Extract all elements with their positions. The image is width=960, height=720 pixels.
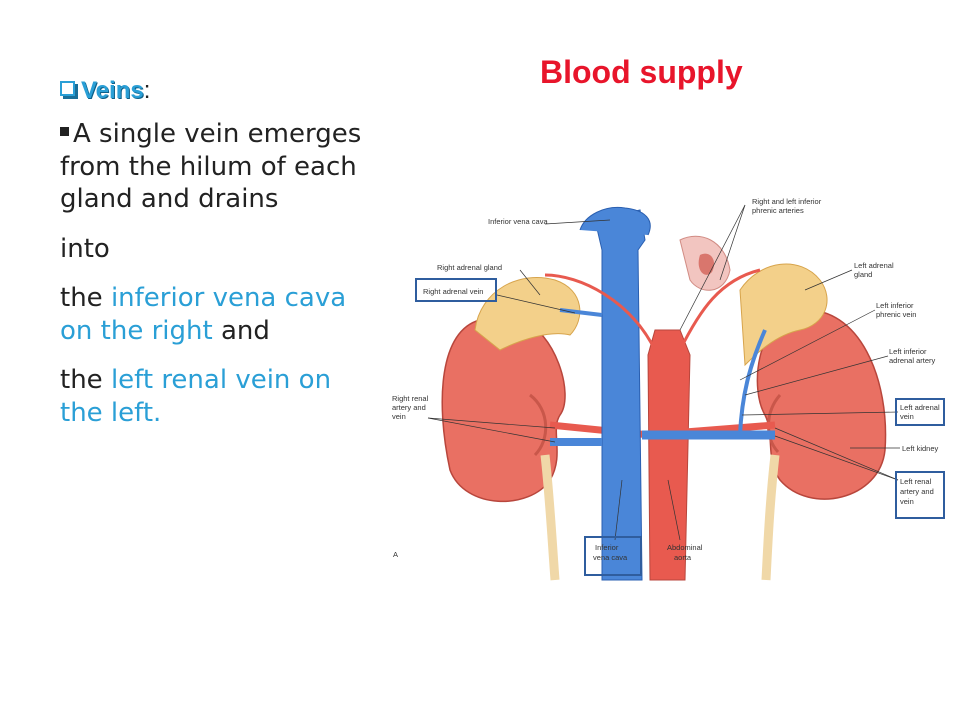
label-left-kidney: Left kidney — [902, 444, 939, 453]
label-left-adrenal-artery-2: adrenal artery — [889, 356, 936, 365]
paragraph-3-highlight: inferior vena cava on the right — [60, 283, 347, 346]
paragraph-4-start: the — [60, 365, 111, 395]
square-bullet-icon — [60, 127, 69, 136]
label-left-renal-2: artery and — [900, 487, 934, 496]
label-panel-letter: A — [393, 550, 399, 559]
adrenal-blood-supply-figure — [380, 180, 960, 600]
paragraph-4-highlight: left renal vein on the left. — [60, 365, 332, 428]
label-phrenic-arteries-2: phrenic arteries — [752, 206, 804, 215]
label-left-adrenal-gland-2: gland — [854, 270, 873, 279]
label-left-phrenic-vein-1: Left inferior — [876, 301, 914, 310]
label-right-adrenal-vein: Right adrenal vein — [423, 287, 484, 296]
label-left-adrenal-gland-1: Left adrenal — [854, 261, 894, 270]
paragraph-1-text: A single vein emerges from the hilum of each gland and drains — [60, 119, 362, 214]
label-left-renal-1: Left renal — [900, 477, 932, 486]
label-right-renal-3: vein — [392, 412, 406, 421]
label-left-adrenal-artery-1: Left inferior — [889, 347, 927, 356]
paragraph-1 — [60, 118, 370, 216]
paragraph-3-start: the — [60, 283, 111, 313]
inferior-vena-cava — [595, 210, 645, 580]
label-phrenic-arteries-1: Right and left inferior — [752, 197, 822, 206]
right-adrenal-gland — [475, 277, 580, 350]
left-ureter — [766, 455, 775, 580]
label-right-renal-2: artery and — [392, 403, 426, 412]
label-ivc-top: Inferior vena cava — [488, 217, 548, 226]
label-ivc-bottom-1: Inferior — [595, 543, 619, 552]
label-ivc-bottom-2: vena cava — [593, 553, 628, 562]
slide-title: Blood supply — [540, 54, 743, 90]
paragraph-3-end: and — [212, 315, 270, 346]
checkbox-bullet-icon — [60, 81, 75, 96]
heading-word: Veins — [81, 77, 144, 104]
text-column — [60, 74, 370, 446]
paragraph-3 — [60, 282, 370, 347]
label-left-renal-3: vein — [900, 497, 914, 506]
paragraph-4 — [60, 364, 370, 429]
heading-colon: : — [143, 77, 151, 104]
label-right-adrenal-gland: Right adrenal gland — [437, 263, 503, 272]
label-aorta-1: Abdominal — [667, 543, 703, 552]
label-right-renal-1: Right renal — [392, 394, 429, 403]
lead-phrenic-2 — [720, 205, 745, 280]
veins-heading — [60, 74, 370, 108]
label-left-adrenal-vein-1: Left adrenal — [900, 403, 940, 412]
label-aorta-2: aorta — [674, 553, 692, 562]
label-left-phrenic-vein-2: phrenic vein — [876, 310, 917, 319]
paragraph-2: into — [60, 233, 110, 264]
label-left-adrenal-vein-2: vein — [900, 412, 914, 421]
